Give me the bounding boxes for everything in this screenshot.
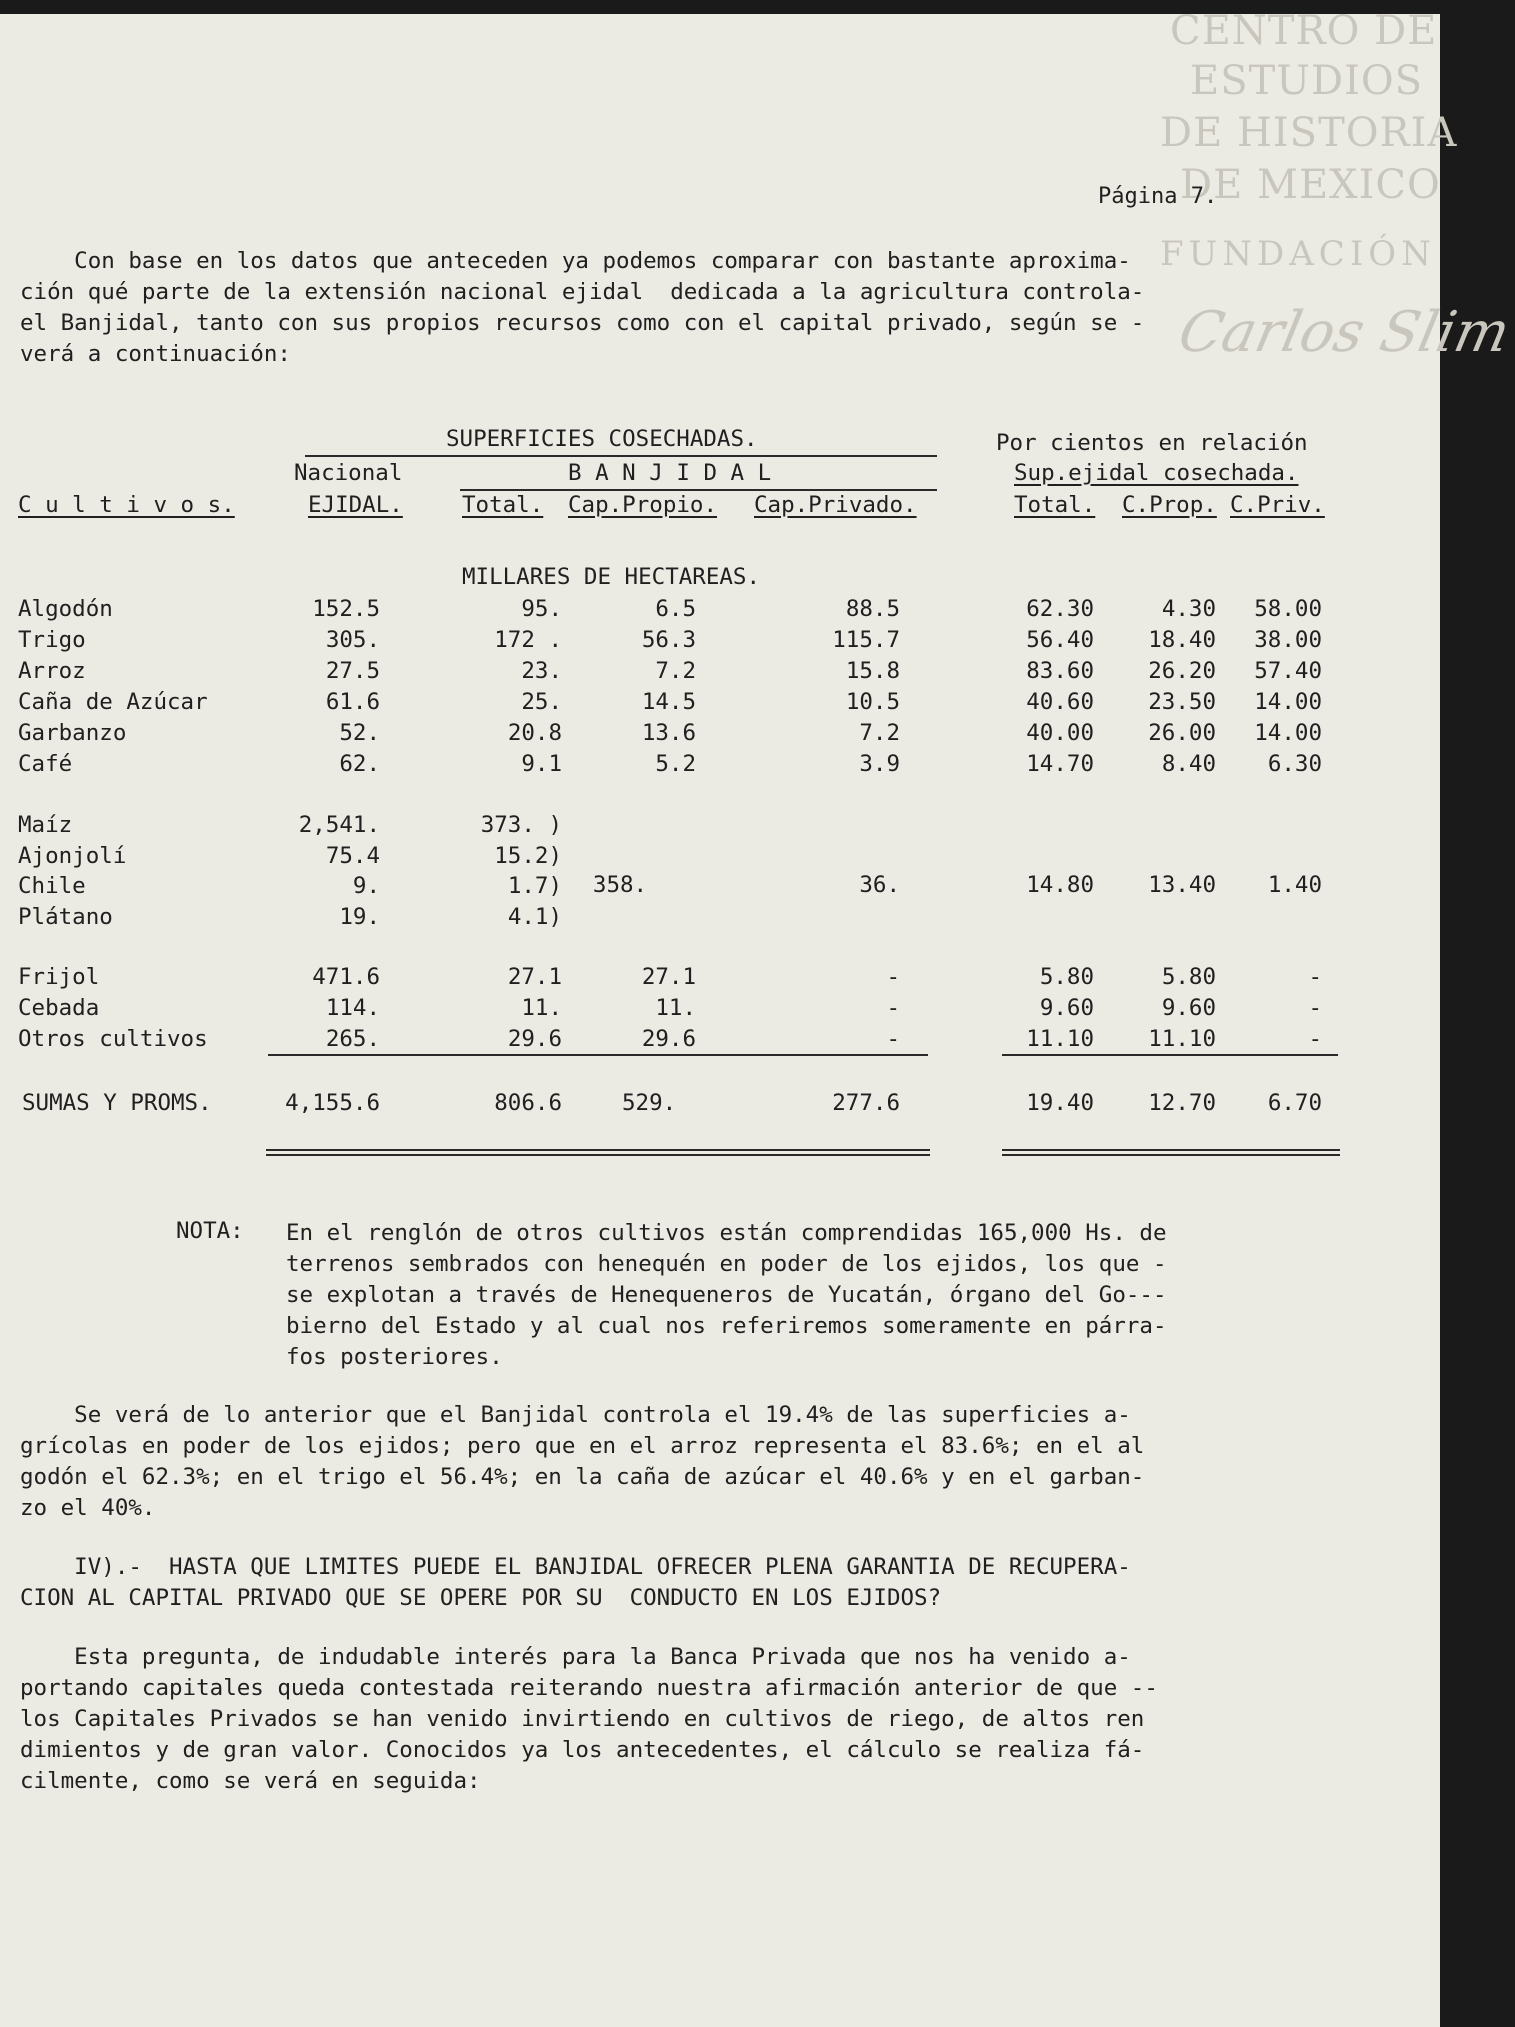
cell-pv: 6.30 (1267, 751, 1322, 777)
text-line: Con base en los datos que anteceden ya podemos comparar con bastante aproxima- (20, 248, 1131, 274)
double-rule (266, 1149, 930, 1156)
col-pct-priv: C.Priv. (1230, 492, 1325, 518)
cell-pt: 5.80 (1039, 964, 1094, 990)
watermark-line-2: ESTUDIOS (1190, 58, 1424, 104)
intro-paragraph (20, 246, 1300, 370)
cell-pt: 62.30 (1026, 596, 1094, 622)
cell-pt: 56.40 (1026, 627, 1094, 653)
cell-cultivo: Frijol (18, 964, 100, 990)
watermark-line-3: DE HISTORIA (1160, 110, 1458, 156)
cell-ejidal: 471.6 (312, 964, 380, 990)
cell-pv: 1.40 (1267, 872, 1322, 898)
cell-total: 95. (521, 596, 562, 622)
units-label: MILLARES DE HECTAREAS. (462, 564, 761, 590)
cell-pt: 83.60 (1026, 658, 1094, 684)
document-page (0, 8, 1515, 2027)
cell-pp: 18.40 (1148, 627, 1216, 653)
cell-pp: 5.80 (1161, 964, 1216, 990)
cell-total: 15.2) (494, 842, 562, 869)
cell-propio: 6.5 (655, 596, 696, 622)
text-line: portando capitales queda contestada reiterando nuestra afirmación anterior de que -- (20, 1675, 1158, 1701)
cell-pt: 14.80 (1026, 872, 1094, 898)
cell-pv: - (1308, 995, 1322, 1021)
cell-ejidal: 19. (339, 903, 380, 930)
cell-pp: 4.30 (1161, 596, 1216, 622)
cell-pv: - (1308, 964, 1322, 990)
watermark-fundacion: FUNDACIÓN (1160, 234, 1436, 274)
totals-total: 806.6 (494, 1090, 562, 1116)
text-line: En el renglón de otros cultivos están comprendidas 165,000 Hs. de (286, 1220, 1167, 1246)
cell-ejidal: 62. (339, 751, 380, 777)
nota-body (286, 1218, 1167, 1373)
cell-pp: 11.10 (1148, 1026, 1216, 1052)
banjidal-label: B A N J I D A L (568, 460, 772, 486)
cell-total: 9.1 (521, 751, 562, 777)
cell-cultivo: Cebada (18, 995, 100, 1021)
cell-ejidal: 61.6 (325, 689, 380, 715)
cell-privado: 15.8 (845, 658, 900, 684)
cell-total: 1.7) (507, 873, 562, 899)
text-line: godón el 62.3%; en el trigo el 56.4%; en la caña de azúcar el 40.6% y en el garban- (20, 1464, 1145, 1490)
cell-pv: 57.40 (1254, 658, 1322, 684)
cell-cultivo: Garbanzo (18, 720, 127, 746)
cell-ejidal: 27.5 (325, 658, 380, 684)
cell-privado: - (886, 995, 900, 1021)
analysis-paragraph (20, 1400, 1300, 1524)
text-line: Se verá de lo anterior que el Banjidal controla el 19.4% de las superficies a- (20, 1402, 1131, 1428)
nacional-label: Nacional (294, 460, 403, 486)
cell-pt: 40.60 (1026, 689, 1094, 715)
cell-total: 11. (521, 995, 562, 1021)
cell-ejidal: 305. (325, 627, 380, 653)
cell-propio: 7.2 (655, 658, 696, 684)
page-number: Página 7. (1098, 184, 1218, 209)
cell-cultivo: Algodón (18, 596, 113, 622)
cell-total: 20.8 (507, 720, 562, 746)
rule (1002, 1054, 1338, 1056)
answer-paragraph (20, 1642, 1300, 1797)
cell-propio: 358. (592, 872, 648, 898)
cell-cultivo: Trigo (18, 627, 86, 653)
col-ejidal: EJIDAL. (308, 492, 403, 518)
totals-privado: 277.6 (832, 1090, 900, 1116)
text-line: fos posteriores. (286, 1344, 503, 1370)
text-line: el Banjidal, tanto con sus propios recursos como con el capital privado, según se - (20, 310, 1145, 336)
cell-privado: 115.7 (832, 627, 900, 653)
cell-privado: - (886, 964, 900, 990)
col-cap-privado: Cap.Privado. (754, 492, 917, 518)
cell-ejidal: 52. (339, 720, 380, 746)
text-line: terrenos sembrados con henequén en poder de los ejidos, los que - (286, 1251, 1167, 1277)
cell-privado: 88.5 (845, 596, 900, 622)
cell-cultivo: Arroz (18, 658, 86, 684)
cell-pp: 13.40 (1148, 872, 1216, 898)
section-iv-heading (20, 1552, 1300, 1614)
cell-total: 23. (521, 658, 562, 684)
text-line: grícolas en poder de los ejidos; pero que en el arroz representa el 83.6%; en el al (20, 1433, 1145, 1459)
watermark-signature: Carlos Slim (1173, 300, 1515, 365)
totals-propio: 529. (622, 1090, 677, 1116)
cell-pp: 8.40 (1161, 751, 1216, 777)
percent-header-2: Sup.ejidal cosechada. (1014, 460, 1299, 486)
cell-ejidal: 9. (352, 873, 380, 899)
cell-pp: 26.00 (1148, 720, 1216, 746)
cell-pt: 40.00 (1026, 720, 1094, 746)
cell-pp: 23.50 (1148, 689, 1216, 715)
cell-total: 27.1 (507, 964, 562, 990)
percent-header-1: Por cientos en relación (996, 430, 1308, 456)
cell-propio: 13.6 (641, 720, 696, 746)
nota-label: NOTA: (176, 1218, 244, 1244)
cell-pv: 38.00 (1254, 627, 1322, 653)
cell-cultivo: Chile (18, 873, 86, 899)
cell-cultivo: Caña de Azúcar (18, 689, 208, 715)
cell-cultivo: Plátano (18, 903, 113, 930)
cell-total: 172 . (494, 627, 562, 653)
text-line: IV).- HASTA QUE LIMITES PUEDE EL BANJIDAL OFRECER PLENA GARANTIA DE RECUPERA- (20, 1554, 1131, 1580)
totals-pt: 19.40 (1026, 1090, 1094, 1116)
text-line: dimientos y de gran valor. Conocidos ya los antecedentes, el cálculo se realiza fá- (20, 1737, 1145, 1763)
cell-cultivo: Otros cultivos (18, 1026, 208, 1052)
text-line: cilmente, como se verá en seguida: (20, 1768, 481, 1794)
cell-pp: 9.60 (1161, 995, 1216, 1021)
cell-pp: 26.20 (1148, 658, 1216, 684)
totals-label: SUMAS Y PROMS. (22, 1090, 212, 1116)
totals-pv: 6.70 (1267, 1090, 1322, 1116)
cell-pt: 11.10 (1026, 1026, 1094, 1052)
cell-propio: 29.6 (641, 1026, 696, 1052)
cell-ejidal: 2,541. (298, 812, 380, 838)
double-rule (1002, 1149, 1340, 1156)
cell-ejidal: 114. (325, 995, 380, 1021)
totals-pp: 12.70 (1148, 1090, 1216, 1116)
text-line: Esta pregunta, de indudable interés para la Banca Privada que nos ha venido a- (20, 1644, 1131, 1670)
col-pct-prop: C.Prop. (1122, 492, 1217, 518)
cell-cultivo: Ajonjolí (18, 842, 127, 869)
text-line: verá a continuación: (20, 341, 291, 367)
cell-privado: 7.2 (859, 720, 900, 746)
cell-cultivo: Café (18, 751, 73, 777)
watermark-line-4: DE MEXICO (1180, 162, 1441, 208)
cell-ejidal: 75.4 (325, 842, 380, 869)
cell-pt: 14.70 (1026, 751, 1094, 777)
cell-total: 4.1) (507, 903, 562, 930)
cell-privado: - (886, 1026, 900, 1052)
cell-propio: 11. (655, 995, 696, 1021)
text-line: bierno del Estado y al cual nos referiremos someramente en párra- (286, 1313, 1167, 1339)
cell-cultivo: Maíz (18, 812, 73, 838)
cell-privado: 10.5 (845, 689, 900, 715)
text-line: ción qué parte de la extensión nacional ejidal dedicada a la agricultura controla- (20, 279, 1145, 305)
cell-ejidal: 265. (325, 1026, 380, 1052)
rule (268, 1054, 928, 1056)
col-total: Total. (462, 492, 544, 518)
cell-privado: 3.9 (859, 751, 900, 777)
cell-total: 373. ) (480, 812, 562, 838)
cell-propio: 56.3 (641, 627, 696, 653)
text-line: los Capitales Privados se han venido invirtiendo en cultivos de riego, de altos ren (20, 1706, 1145, 1732)
group-header: SUPERFICIES COSECHADAS. (446, 426, 758, 452)
rule (305, 455, 937, 457)
cell-propio: 5.2 (655, 751, 696, 777)
cell-total: 29.6 (507, 1026, 562, 1052)
cell-propio: 14.5 (641, 689, 696, 715)
text-line: zo el 40%. (20, 1495, 156, 1521)
cell-pv: 14.00 (1254, 689, 1322, 715)
cell-total: 25. (521, 689, 562, 715)
col-cultivos: C u l t i v o s. (18, 492, 235, 518)
cell-pv: - (1308, 1026, 1322, 1052)
cell-privado: 36. (859, 872, 900, 898)
cell-pt: 9.60 (1039, 995, 1094, 1021)
col-cap-propio: Cap.Propio. (568, 492, 718, 518)
totals-ejidal: 4,155.6 (285, 1090, 380, 1116)
cell-pv: 58.00 (1254, 596, 1322, 622)
cell-ejidal: 152.5 (312, 596, 380, 622)
text-line: CION AL CAPITAL PRIVADO QUE SE OPERE POR SU CONDUCTO EN LOS EJIDOS? (20, 1585, 942, 1611)
col-pct-total: Total. (1014, 492, 1096, 518)
text-line: se explotan a través de Henequeneros de Yucatán, órgano del Go--- (286, 1282, 1167, 1308)
rule (460, 489, 937, 491)
cell-pv: 14.00 (1254, 720, 1322, 746)
watermark-line-1: CENTRO DE (1170, 8, 1438, 54)
cell-propio: 27.1 (641, 964, 696, 990)
